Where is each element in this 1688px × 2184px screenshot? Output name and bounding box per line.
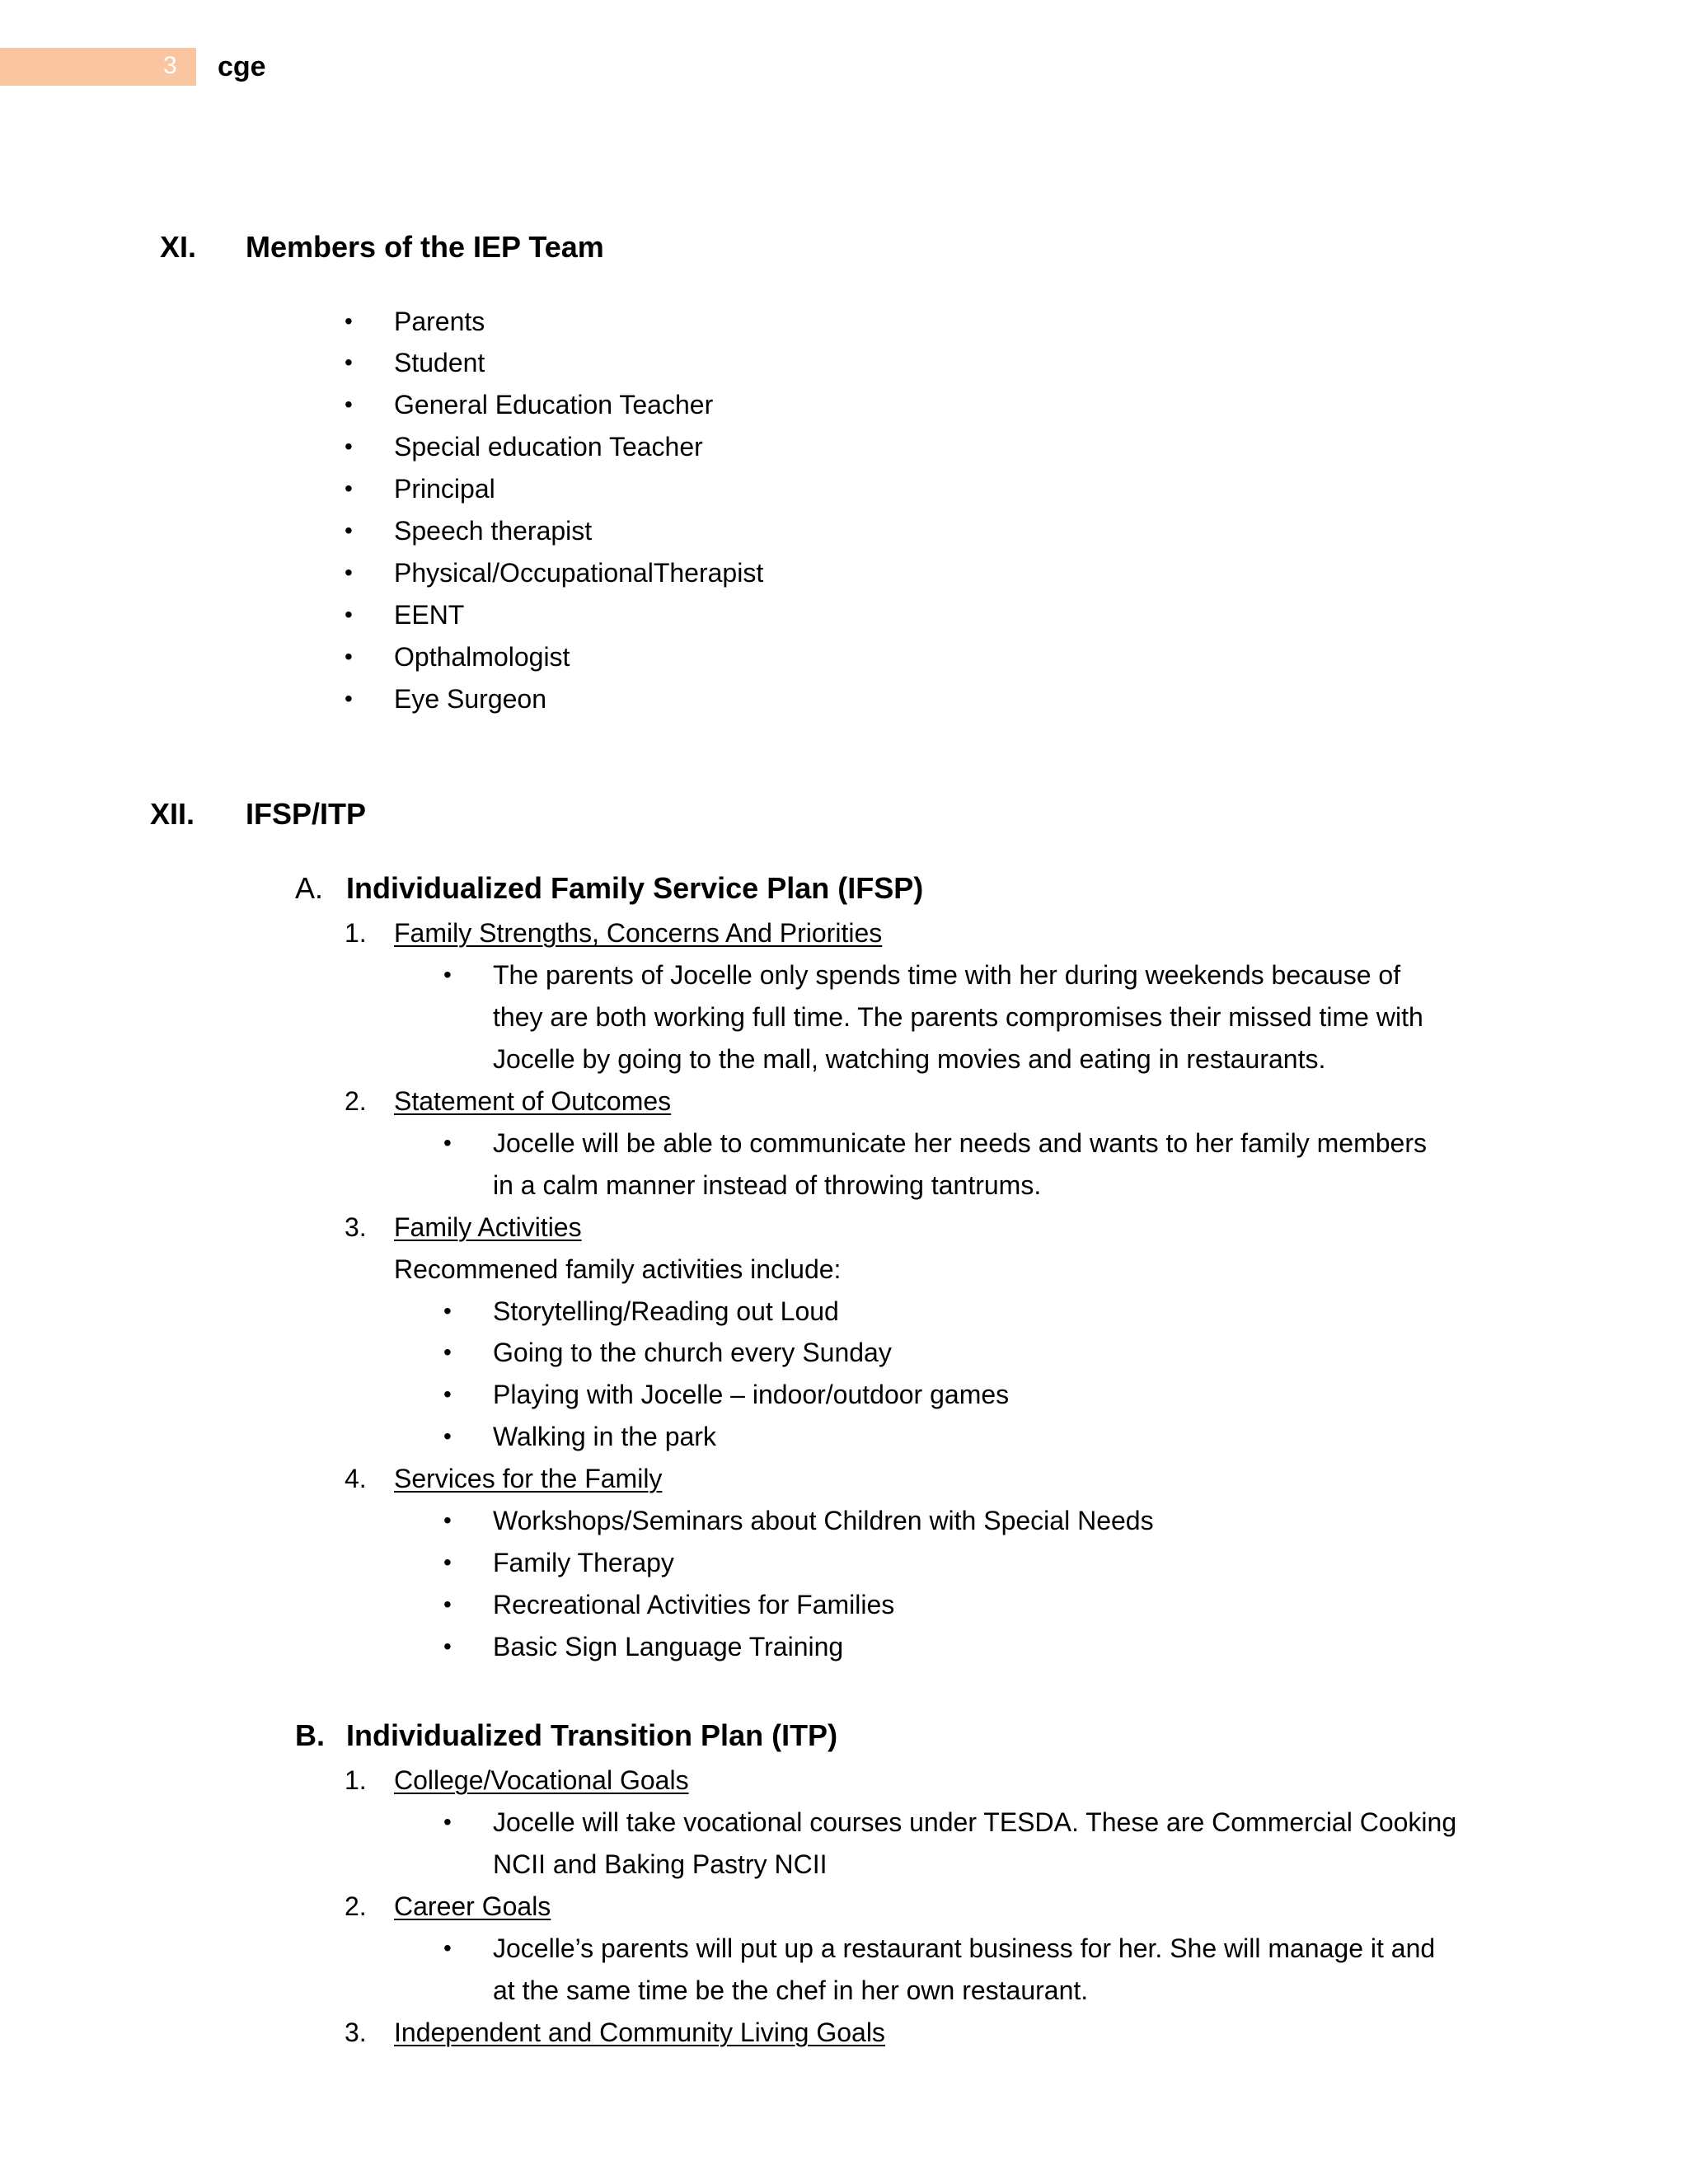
itp-item-2-heading: Career Goals [394, 1891, 551, 1921]
list-item: Parents [394, 307, 485, 336]
paragraph-line: Jocelle by going to the mall, watching movies and eating in restaurants. [493, 1044, 1326, 1074]
section-xii-title: IFSP/ITP [246, 797, 367, 831]
page-number: 3 [163, 52, 177, 79]
section-xii-number: XII. [150, 797, 195, 831]
bullet-icon: • [443, 962, 452, 987]
ifsp-item-1-number: 1. [345, 918, 367, 948]
bullet-icon: • [345, 644, 353, 669]
bullet-icon: • [443, 1549, 452, 1575]
bullet-icon: • [345, 602, 353, 627]
bullet-icon: • [443, 1507, 452, 1533]
list-item: EENT [394, 600, 465, 630]
bullet-icon: • [443, 1130, 452, 1155]
family-activities-intro: Recommened family activities include: [394, 1254, 842, 1284]
ifsp-item-3-number: 3. [345, 1212, 367, 1242]
list-item: Walking in the park [493, 1422, 716, 1451]
bullet-icon: • [443, 1809, 452, 1835]
list-item: Opthalmologist [394, 642, 570, 672]
paragraph-line: NCII and Baking Pastry NCII [493, 1849, 828, 1879]
paragraph-line: The parents of Jocelle only spends time with her during weekends because of [493, 960, 1401, 990]
itp-item-1-heading: College/Vocational Goals [394, 1765, 689, 1795]
ifsp-item-3-heading: Family Activities [394, 1212, 582, 1242]
list-item: Speech therapist [394, 516, 593, 546]
bullet-icon: • [345, 686, 353, 711]
itp-item-3-number: 3. [345, 2018, 367, 2047]
itp-title: Individualized Transition Plan (ITP) [346, 1718, 838, 1752]
ifsp-item-1-heading: Family Strengths, Concerns And Priorities [394, 918, 883, 948]
bullet-icon: • [345, 434, 353, 459]
bullet-icon: • [443, 1298, 452, 1324]
bullet-icon: • [443, 1339, 452, 1365]
ifsp-title: Individualized Family Service Plan (IFSP) [346, 871, 924, 905]
itp-letter: B. [295, 1718, 325, 1752]
ifsp-item-2-heading: Statement of Outcomes [394, 1086, 672, 1116]
paragraph-line: Jocelle will be able to communicate her needs and wants to her family members [493, 1128, 1427, 1158]
list-item: Family Therapy [493, 1548, 674, 1577]
bullet-icon: • [345, 308, 353, 334]
list-item: Special education Teacher [394, 432, 703, 462]
itp-item-1-number: 1. [345, 1765, 367, 1795]
section-xi-title: Members of the IEP Team [246, 230, 604, 264]
list-item: Storytelling/Reading out Loud [493, 1296, 839, 1326]
section-xi-number: XI. [160, 230, 197, 264]
ifsp-letter: A. [295, 871, 324, 905]
paragraph-line: in a calm manner instead of throwing tantrums. [493, 1170, 1042, 1200]
bullet-icon: • [443, 1935, 452, 1961]
bullet-icon: • [443, 1591, 452, 1617]
list-item: Basic Sign Language Training [493, 1632, 844, 1661]
list-item: Workshops/Seminars about Children with Special Needs [493, 1506, 1154, 1535]
bullet-icon: • [345, 476, 353, 501]
paragraph-line: at the same time be the chef in her own restaurant. [493, 1975, 1089, 2005]
itp-item-2-number: 2. [345, 1891, 367, 1921]
header-label: cge [218, 51, 266, 82]
paragraph-line: Jocelle’s parents will put up a restaurant business for her. She will manage it and [493, 1933, 1436, 1963]
ifsp-item-4-number: 4. [345, 1464, 367, 1493]
list-item: Physical/OccupationalTherapist [394, 558, 764, 588]
paragraph-line: they are both working full time. The parents compromises their missed time with [493, 1002, 1423, 1032]
bullet-icon: • [345, 349, 353, 375]
itp-item-3-heading: Independent and Community Living Goals [394, 2018, 885, 2047]
paragraph-line: Jocelle will take vocational courses under TESDA. These are Commercial Cooking [493, 1807, 1457, 1837]
bullet-icon: • [443, 1633, 452, 1659]
list-item: Playing with Jocelle – indoor/outdoor games [493, 1380, 1010, 1409]
ifsp-item-4-heading: Services for the Family [394, 1464, 663, 1493]
bullet-icon: • [345, 560, 353, 585]
bullet-icon: • [345, 391, 353, 417]
list-item: General Education Teacher [394, 390, 714, 419]
bullet-icon: • [443, 1423, 452, 1449]
list-item: Eye Surgeon [394, 684, 547, 714]
ifsp-item-2-number: 2. [345, 1086, 367, 1116]
list-item: Going to the church every Sunday [493, 1338, 892, 1367]
bullet-icon: • [443, 1381, 452, 1407]
list-item: Student [394, 348, 485, 377]
list-item: Recreational Activities for Families [493, 1590, 895, 1619]
list-item: Principal [394, 474, 495, 504]
bullet-icon: • [345, 518, 353, 543]
